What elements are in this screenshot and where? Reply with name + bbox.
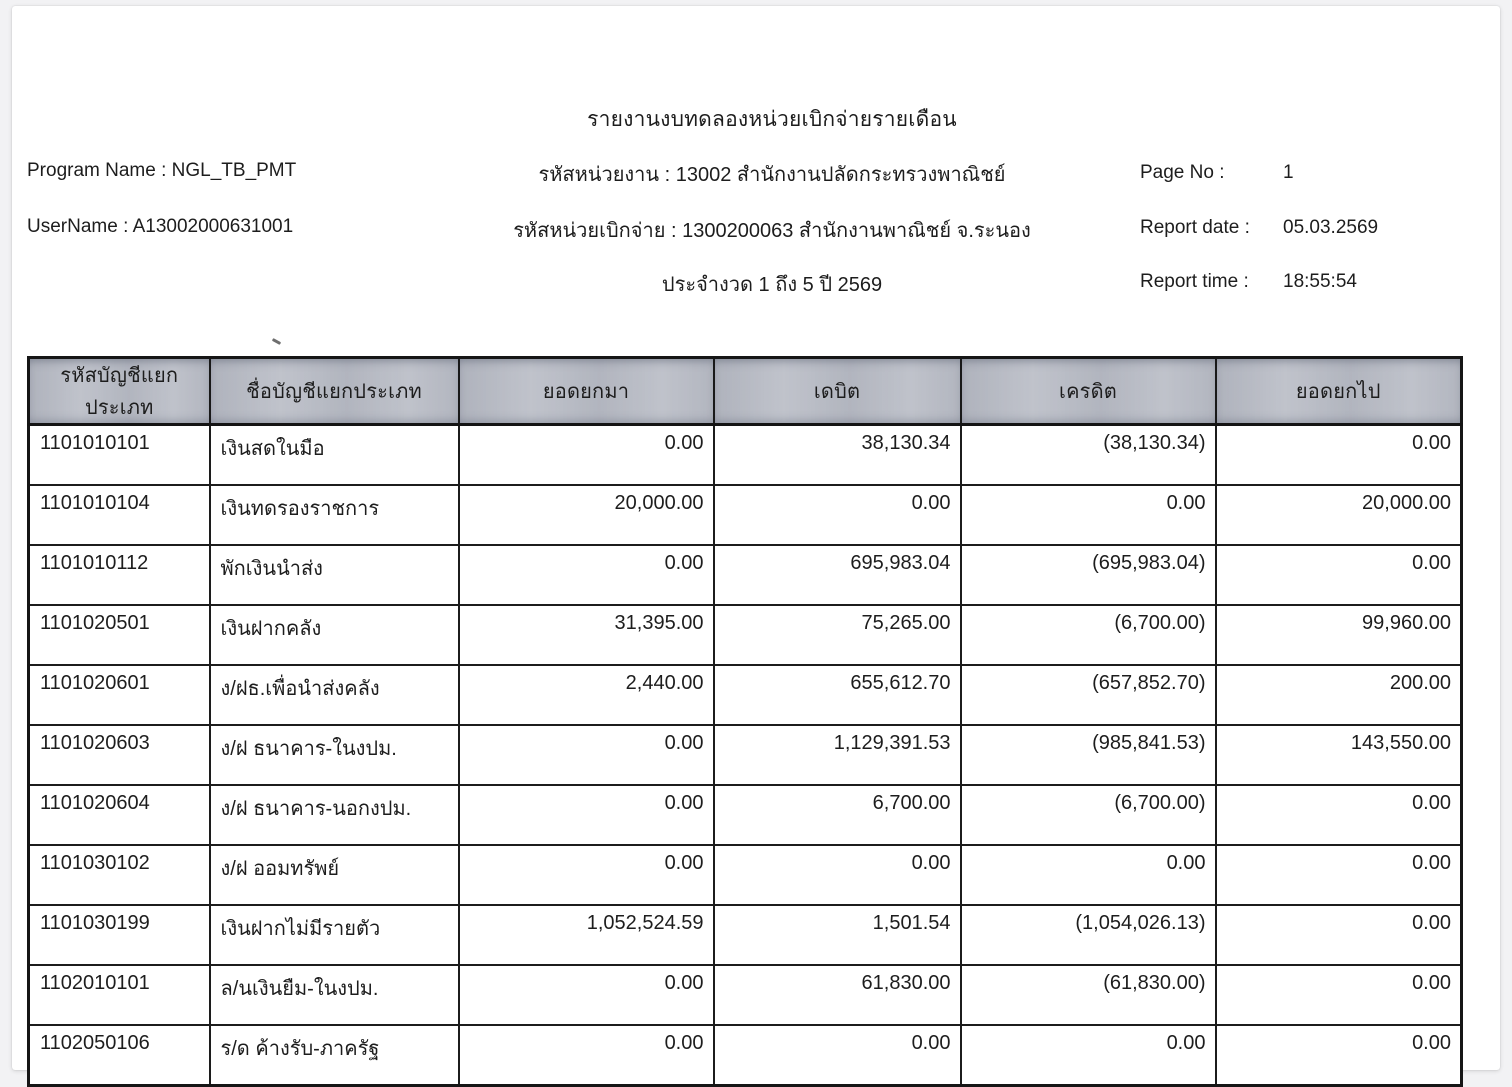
report-date-label: Report date : <box>1140 217 1250 238</box>
cell-amount: 0.00 <box>961 485 1216 545</box>
cell-account-code: 1102050106 <box>29 1025 210 1086</box>
cell-account-name: เงินทดรองราชการ <box>210 485 459 545</box>
cell-account-code: 1101010101 <box>29 425 210 486</box>
cell-amount: 0.00 <box>1216 965 1462 1025</box>
column-header: เดบิต <box>714 358 961 425</box>
cell-account-code: 1101020603 <box>29 725 210 785</box>
cell-amount: (6,700.00) <box>961 605 1216 665</box>
cell-amount: 0.00 <box>714 1025 961 1086</box>
table-row <box>29 725 1462 785</box>
column-header: ชื่อบัญชีแยกประเภท <box>210 358 459 425</box>
cell-account-name: ง/ฝ ธนาคาร-ในงปม. <box>210 725 459 785</box>
cell-amount: 61,830.00 <box>714 965 961 1025</box>
cell-amount: (61,830.00) <box>961 965 1216 1025</box>
cell-account-name: พักเงินนำส่ง <box>210 545 459 605</box>
cell-account-name: ง/ฝ ออมทรัพย์ <box>210 845 459 905</box>
cell-amount: 0.00 <box>459 965 714 1025</box>
cell-account-name: เงินฝากไม่มีรายตัว <box>210 905 459 965</box>
cell-account-name: ง/ฝธ.เพื่อนำส่งคลัง <box>210 665 459 725</box>
report-date-value: 05.03.2569 <box>1283 217 1379 238</box>
cell-account-name: ร/ด ค้างรับ-ภาครัฐ <box>210 1025 459 1086</box>
cell-amount: 655,612.70 <box>714 665 961 725</box>
cell-amount: 6,700.00 <box>714 785 961 845</box>
cell-amount: 143,550.00 <box>1216 725 1462 785</box>
cell-amount: 695,983.04 <box>714 545 961 605</box>
cell-account-code: 1101020501 <box>29 605 210 665</box>
cell-amount: 0.00 <box>1216 1025 1462 1086</box>
trial-balance-table <box>27 356 1463 1087</box>
cell-amount: 0.00 <box>459 545 714 605</box>
disbursing-unit-line: รหัสหน่วยเบิกจ่าย : 1300200063 สำนักงานพาณิชย์ จ.ระนอง <box>513 220 1031 242</box>
cell-account-name: เงินสดในมือ <box>210 425 459 486</box>
cell-amount: 0.00 <box>1216 845 1462 905</box>
cell-amount: 0.00 <box>961 1025 1216 1086</box>
cell-amount: 1,129,391.53 <box>714 725 961 785</box>
table-row <box>29 965 1462 1025</box>
table-header-row <box>29 358 1462 425</box>
cell-amount: 0.00 <box>459 725 714 785</box>
agency-code-line: รหัสหน่วยงาน : 13002 สำนักงานปลัดกระทรวงพาณิชย์ <box>538 164 1006 186</box>
column-header: รหัสบัญชีแยกประเภท <box>29 358 210 425</box>
cell-amount: (6,700.00) <box>961 785 1216 845</box>
cell-account-name: เงินฝากคลัง <box>210 605 459 665</box>
table-head <box>29 358 1462 425</box>
cell-amount: 31,395.00 <box>459 605 714 665</box>
cell-account-code: 1101030199 <box>29 905 210 965</box>
cell-amount: (657,852.70) <box>961 665 1216 725</box>
table-row <box>29 905 1462 965</box>
cell-amount: (985,841.53) <box>961 725 1216 785</box>
table-row <box>29 425 1462 486</box>
page-no-label: Page No : <box>1140 162 1225 183</box>
cell-amount: 1,501.54 <box>714 905 961 965</box>
cell-amount: 75,265.00 <box>714 605 961 665</box>
user-name: UserName : A13002000631001 <box>27 216 294 237</box>
cell-account-code: 1101020604 <box>29 785 210 845</box>
cell-amount: 0.00 <box>1216 545 1462 605</box>
cell-account-code: 1101010112 <box>29 545 210 605</box>
cell-amount: 20,000.00 <box>459 485 714 545</box>
cell-amount: 99,960.00 <box>1216 605 1462 665</box>
table-body <box>29 425 1462 1086</box>
cell-amount: 0.00 <box>459 845 714 905</box>
report-time-value: 18:55:54 <box>1283 271 1357 292</box>
page-no-value: 1 <box>1283 162 1294 183</box>
column-header: ยอดยกไป <box>1216 358 1462 425</box>
cell-amount: (695,983.04) <box>961 545 1216 605</box>
cell-amount: 0.00 <box>459 1025 714 1086</box>
cell-account-code: 1101020601 <box>29 665 210 725</box>
table-row <box>29 665 1462 725</box>
table-row <box>29 605 1462 665</box>
cell-amount: (38,130.34) <box>961 425 1216 486</box>
table-row <box>29 545 1462 605</box>
cell-amount: 0.00 <box>459 785 714 845</box>
cell-amount: 38,130.34 <box>714 425 961 486</box>
cell-amount: 200.00 <box>1216 665 1462 725</box>
cell-amount: 0.00 <box>459 425 714 486</box>
cell-amount: 1,052,524.59 <box>459 905 714 965</box>
report-title: รายงานงบทดลองหน่วยเบิกจ่ายรายเดือน <box>587 108 957 131</box>
cell-amount: 0.00 <box>1216 425 1462 486</box>
table-row <box>29 485 1462 545</box>
cell-amount: 0.00 <box>714 485 961 545</box>
cell-account-code: 1101010104 <box>29 485 210 545</box>
cell-amount: 2,440.00 <box>459 665 714 725</box>
cell-amount: 0.00 <box>1216 905 1462 965</box>
cell-account-name: ง/ฝ ธนาคาร-นอกงปม. <box>210 785 459 845</box>
column-header: เครดิต <box>961 358 1216 425</box>
program-name: Program Name : NGL_TB_PMT <box>27 160 297 181</box>
table-row <box>29 1025 1462 1086</box>
cell-account-name: ล/นเงินยืม-ในงปม. <box>210 965 459 1025</box>
report-time-label: Report time : <box>1140 271 1249 292</box>
cell-amount: 20,000.00 <box>1216 485 1462 545</box>
cell-account-code: 1102010101 <box>29 965 210 1025</box>
table-row <box>29 785 1462 845</box>
cell-amount: (1,054,026.13) <box>961 905 1216 965</box>
cell-amount: 0.00 <box>714 845 961 905</box>
column-header: ยอดยกมา <box>459 358 714 425</box>
cell-account-code: 1101030102 <box>29 845 210 905</box>
cell-amount: 0.00 <box>961 845 1216 905</box>
period-line: ประจำงวด 1 ถึง 5 ปี 2569 <box>661 274 883 296</box>
table-row <box>29 845 1462 905</box>
cell-amount: 0.00 <box>1216 785 1462 845</box>
